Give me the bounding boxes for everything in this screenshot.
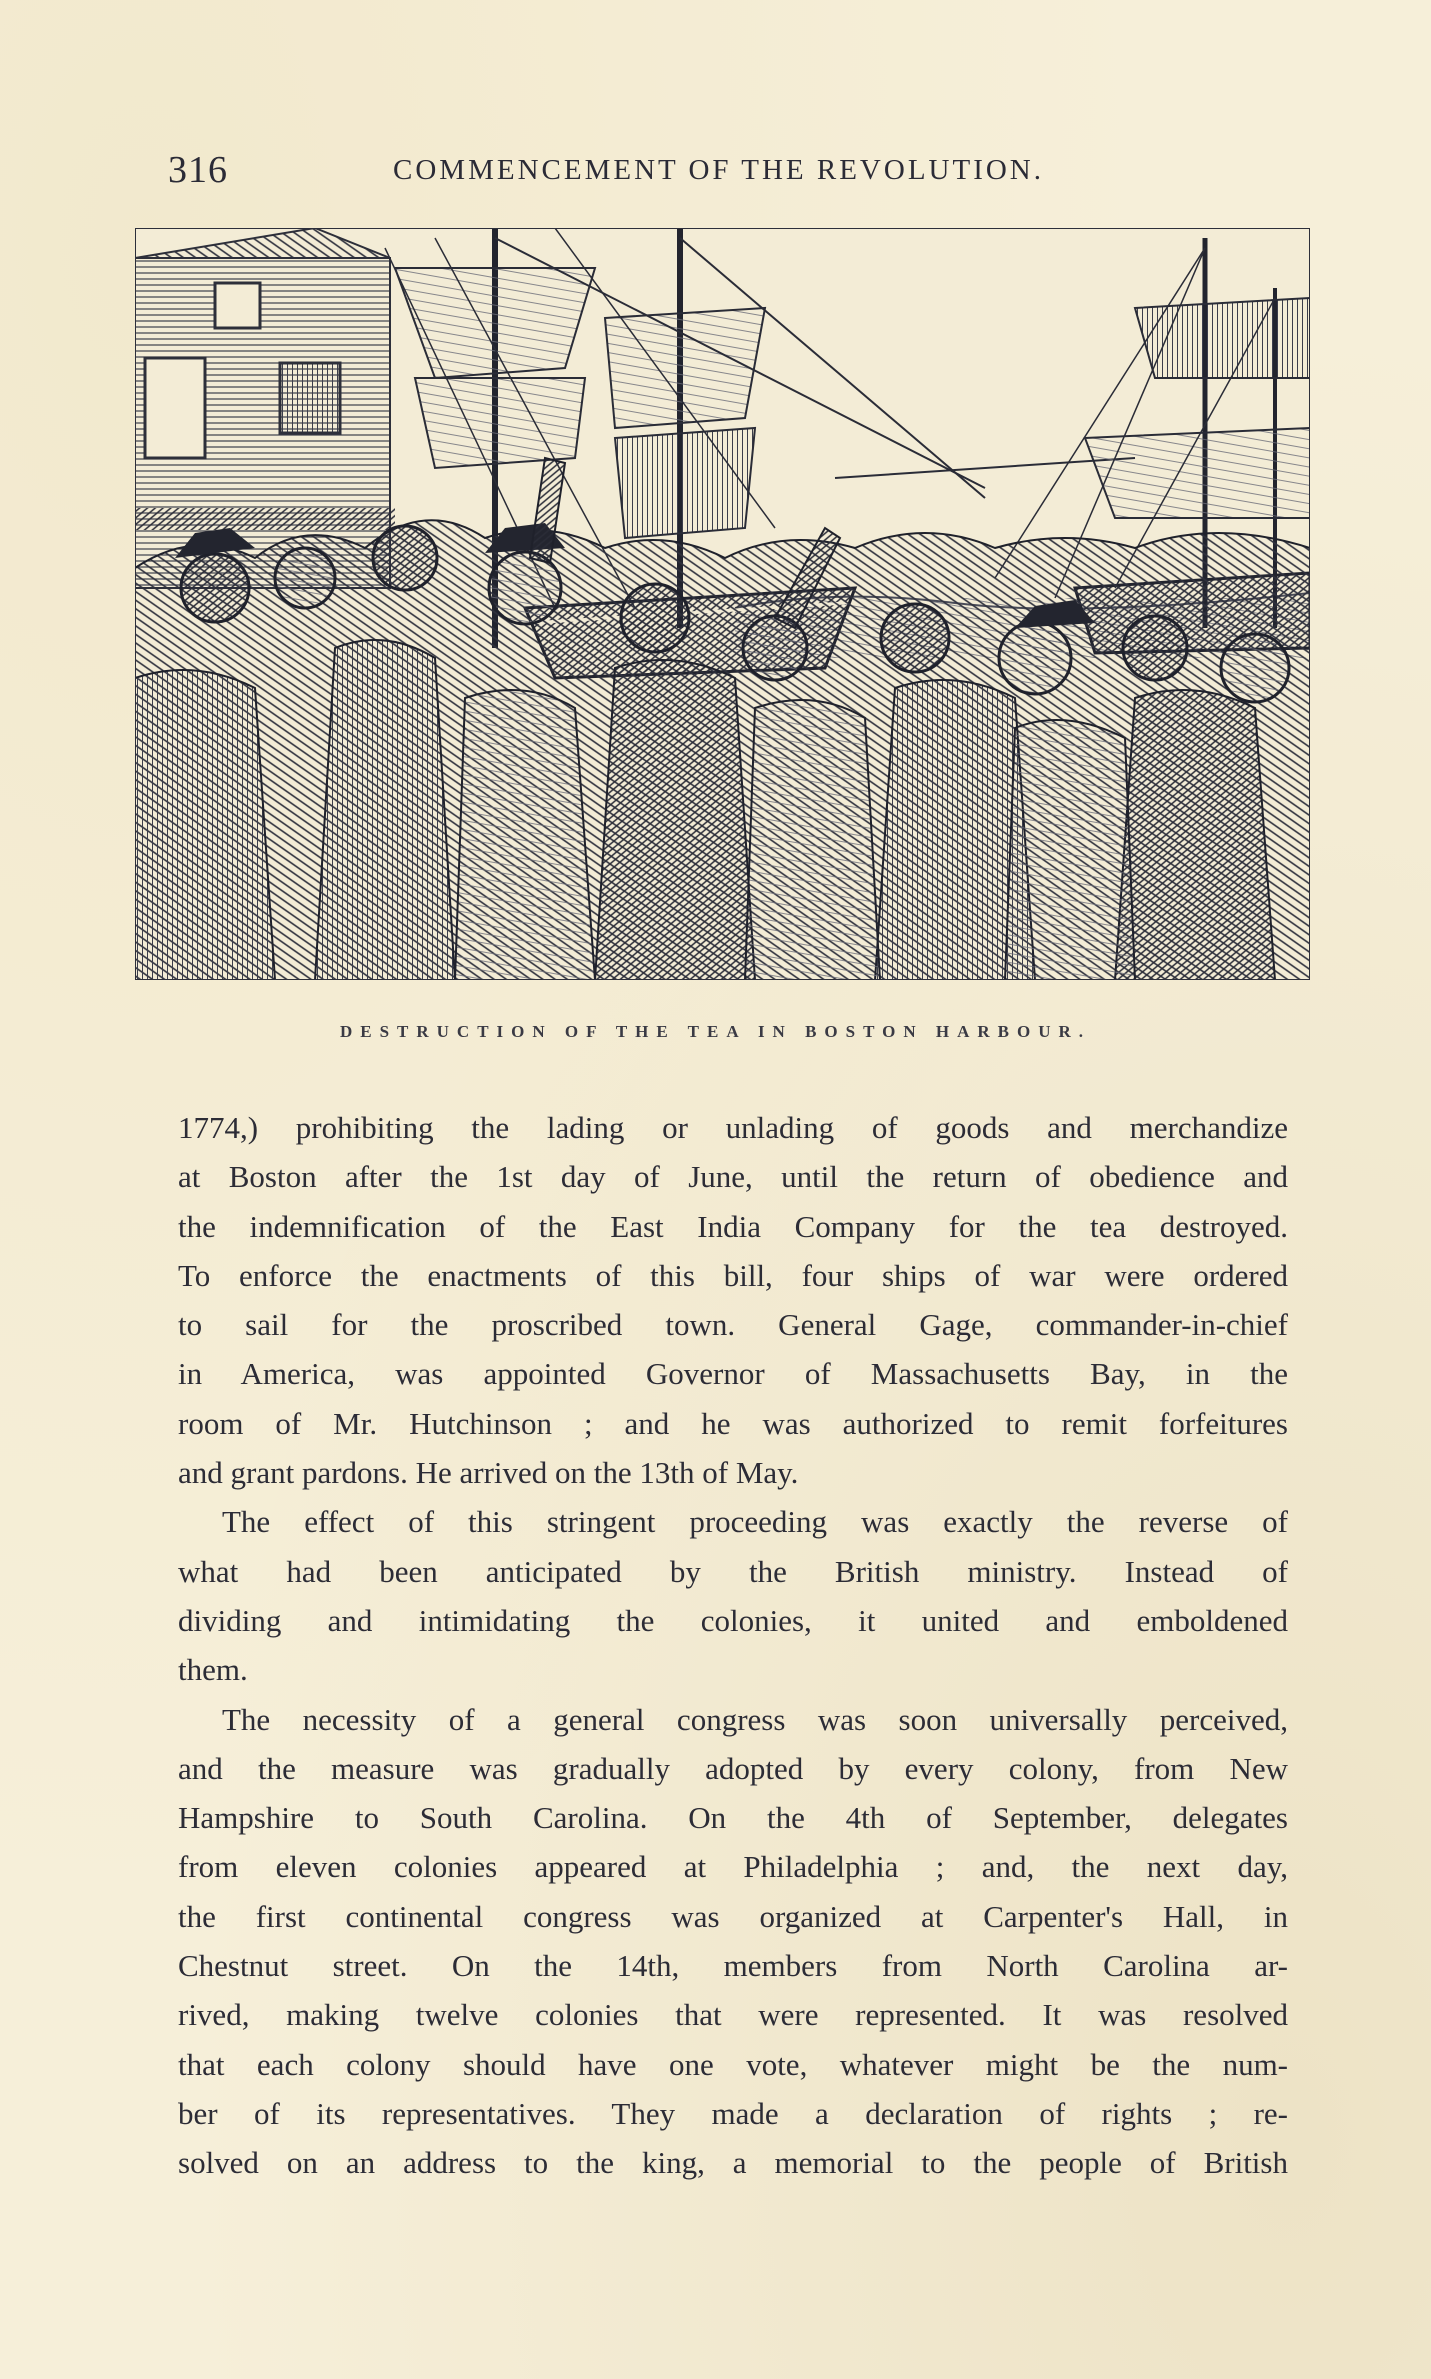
text-line: solved on an address to the king, a memorial to the people of British (178, 2145, 1288, 2181)
text-line: ber of its representatives. They made a declaration of rights ; re- (178, 2095, 1288, 2131)
text-line: To enforce the enactments of this bill, four ships of war were ordered (178, 1257, 1288, 1293)
illustration-caption: DESTRUCTION OF THE TEA IN BOSTON HARBOUR. (339, 1022, 1092, 1041)
text-line: what had been anticipated by the British ministry. Instead of (178, 1553, 1288, 1589)
text-line: the first continental congress was organized at Carpenter's Hall, in (178, 1898, 1288, 1934)
text-line: room of Mr. Hutchinson ; and he was authorized to remit forfeitures (178, 1405, 1288, 1441)
text-line: them. (178, 1652, 248, 1688)
text-line: rived, making twelve colonies that were represented. It was resolved (178, 1997, 1288, 2033)
text-line: dividing and intimidating the colonies, it united and emboldened (178, 1602, 1288, 1638)
paragraph-3 (178, 1695, 1288, 2188)
text-line: that each colony should have one vote, whatever might be the num- (178, 2046, 1288, 2082)
text-line: at Boston after the 1st day of June, until the return of obedience and (178, 1159, 1288, 1195)
paragraph-1 (178, 1103, 1288, 1497)
text-line: The necessity of a general congress was soon universally perceived, (222, 1701, 1288, 1737)
text-line: from eleven colonies appeared at Philadelphia ; and, the next day, (178, 1849, 1288, 1885)
running-head (168, 148, 1308, 198)
text-line: and the measure was gradually adopted by every colony, from New (178, 1750, 1288, 1786)
engraving-illustration (135, 228, 1310, 980)
text-line: the indemnification of the East India Company for the tea destroyed. (178, 1208, 1288, 1244)
text-line: The effect of this stringent proceeding was exactly the reverse of (222, 1504, 1288, 1540)
wharf-building (135, 228, 395, 588)
text-line: Hampshire to South Carolina. On the 4th of September, delegates (178, 1800, 1288, 1836)
running-head-title: COMMENCEMENT OF THE REVOLUTION. (393, 154, 1044, 186)
text-line: and grant pardons. He arrived on the 13th of May. (178, 1455, 799, 1491)
text-line: Chestnut street. On the 14th, members from North Carolina ar- (178, 1948, 1288, 1984)
text-line: in America, was appointed Governor of Massachusetts Bay, in the (178, 1356, 1288, 1392)
body-text (178, 1103, 1288, 2188)
text-line: to sail for the proscribed town. General Gage, commander-in-chief (178, 1307, 1288, 1343)
text-line: 1774,) prohibiting the lading or unlading of goods and merchandize (178, 1110, 1288, 1145)
page-number: 316 (168, 149, 228, 191)
paragraph-2 (178, 1497, 1288, 1694)
